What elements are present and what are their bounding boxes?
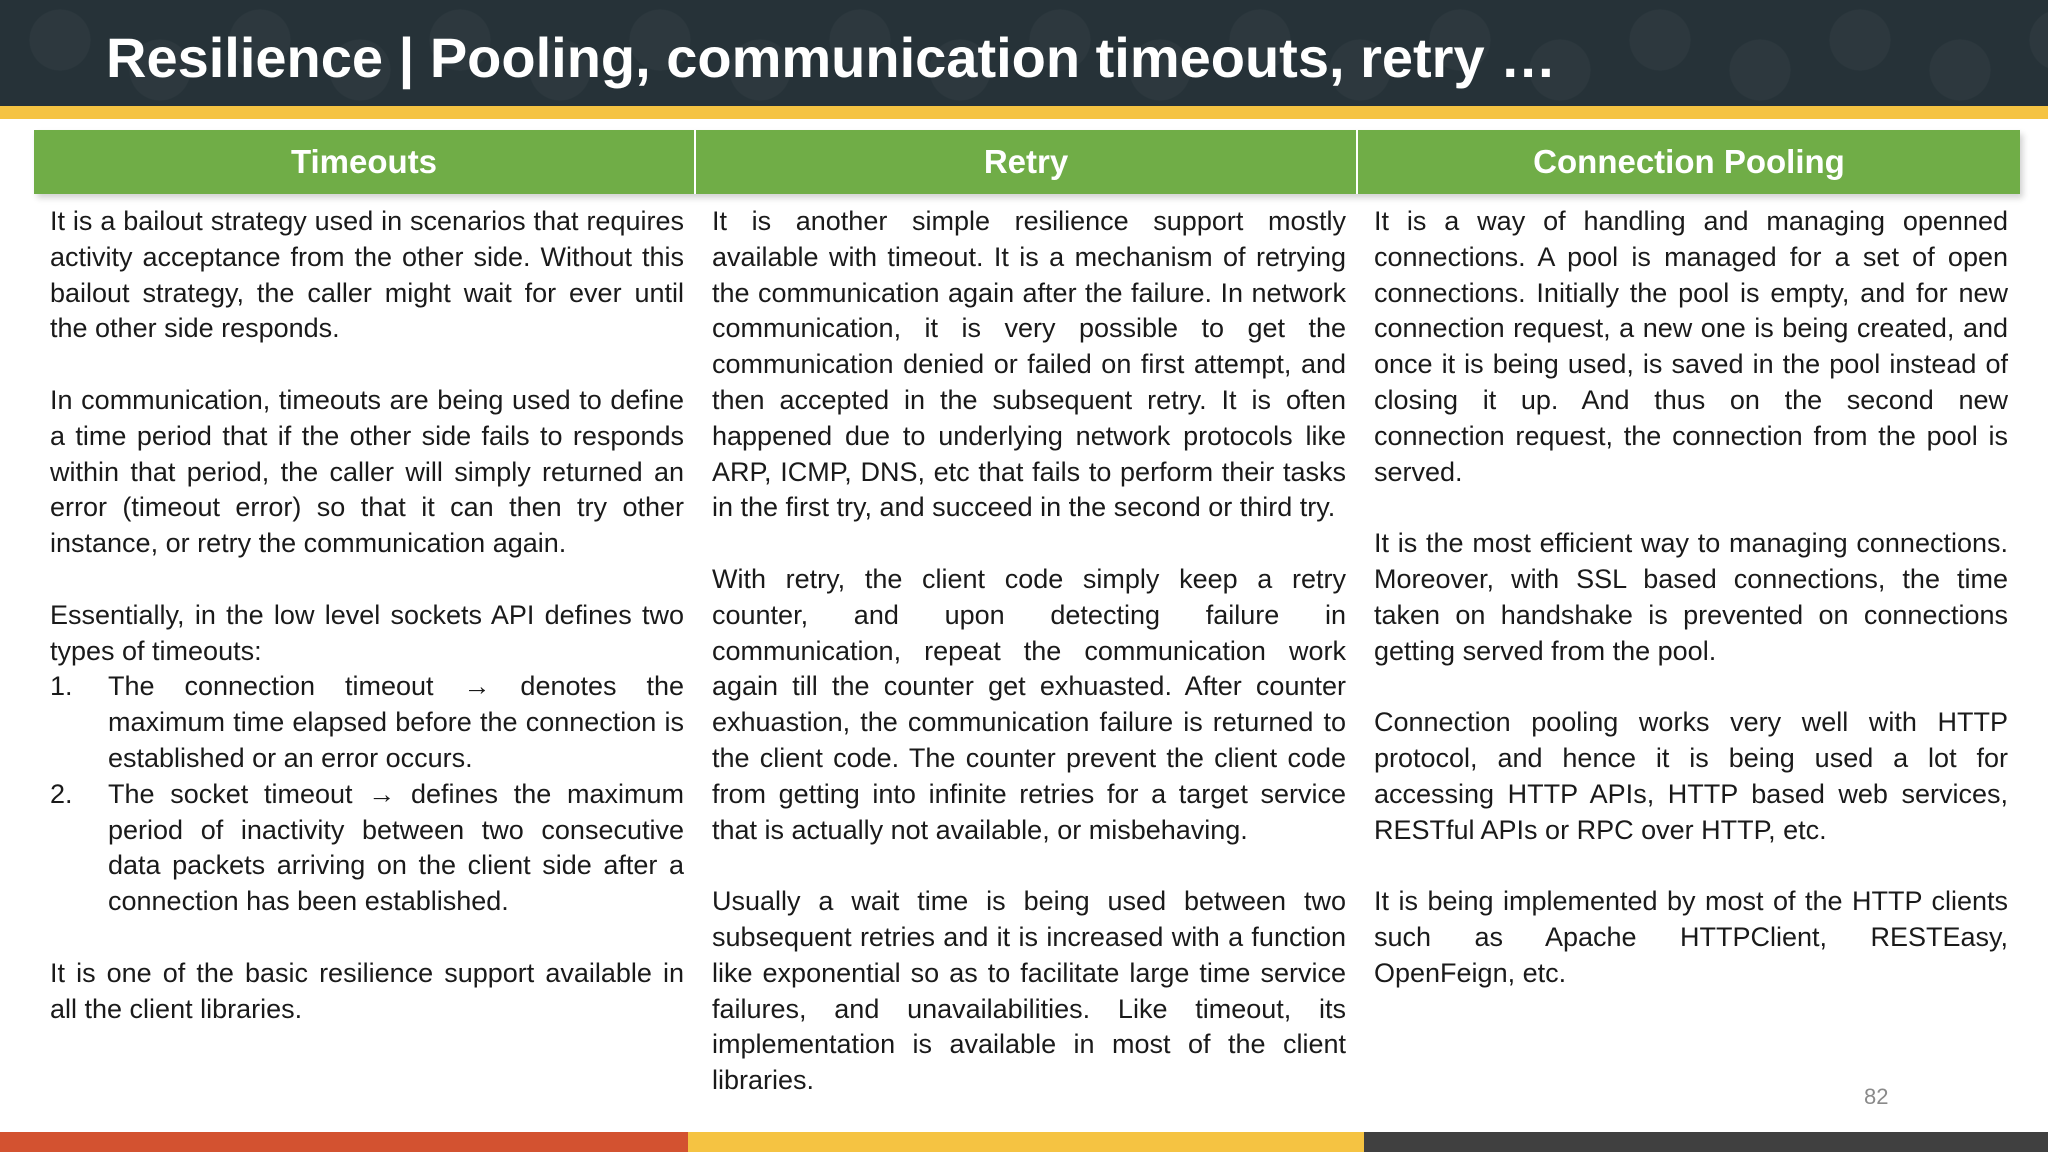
timeout-types-list (50, 669, 684, 920)
footer-color-bar (0, 1132, 2048, 1152)
column-heading-timeouts: Timeouts (34, 130, 696, 194)
list-item-number: 2. (50, 778, 73, 809)
pooling-paragraph: It is the most efficient way to managing connections. Moreover, with SSL based connections, the time taken on handshake is prevented on connections getting served from the pool. (1374, 528, 2008, 666)
pooling-paragraph: It is a way of handling and managing openned connections. A pool is managed for a set of open connections. Initially the pool is empty, and for new connection request, a new one is being created, and once it is being used, is saved in the pool instead of closing it up. And thus on the second new connection request, the connection from the pool is served. (1374, 206, 2008, 487)
timeouts-column (34, 204, 696, 1135)
slide-title: Resilience | Pooling, communication timeouts, retry … (106, 26, 1557, 89)
timeouts-paragraph: It is a bailout strategy used in scenarios that requires activity acceptance from the other side. Without this bailout strategy, the caller might wait for ever until the other side responds. (50, 206, 684, 344)
list-item-text: The connection timeout → denotes the maximum time elapsed before the connection is established or an error occurs. (108, 671, 684, 773)
timeouts-paragraph: Essentially, in the low level sockets API defines two types of timeouts: (50, 599, 684, 666)
list-item (50, 669, 684, 776)
list-item (50, 777, 684, 920)
column-heading-connection-pooling: Connection Pooling (1358, 130, 2020, 194)
title-bar (0, 0, 2048, 106)
comparison-table (34, 130, 2020, 1135)
pooling-paragraph: It is being implemented by most of the HTTP clients such as Apache HTTPClient, RESTEasy, OpenFeign, etc. (1374, 886, 2008, 988)
retry-paragraph: It is another simple resilience support mostly available with timeout. It is a mechanism of retrying the communication again after the failure. In network communication, it is very possible to get the communication denied or failed on first attempt, and then accepted in the subsequent retry. It is often happened due to underlying network protocols like ARP, ICMP, DNS, etc that fails to perform their tasks in the first try, and succeed in the second or third try. (712, 206, 1346, 523)
connection-pooling-column (1358, 204, 2020, 1135)
retry-column (696, 204, 1358, 1135)
column-heading-retry: Retry (696, 130, 1358, 194)
table-header-row (34, 130, 2020, 194)
title-accent-stripe (0, 106, 2048, 119)
pooling-paragraph: Connection pooling works very well with HTTP protocol, and hence it is being used a lot for accessing HTTP APIs, HTTP based web services, RESTful APIs or RPC over HTTP, etc. (1374, 707, 2008, 845)
list-item-text: The socket timeout → defines the maximum period of inactivity between two consecutive data packets arriving on the client side after a connection has been established. (108, 778, 684, 917)
timeouts-paragraph: It is one of the basic resilience support available in all the client libraries. (50, 957, 684, 1024)
page-number: 82 (1864, 1084, 1889, 1109)
footer-segment-red (0, 1132, 688, 1152)
timeouts-paragraph: In communication, timeouts are being used to define a time period that if the other side fails to responds within that period, the caller will simply returned an error (timeout error) so that it can then try other instance, or retry the communication again. (50, 384, 684, 559)
retry-paragraph: With retry, the client code simply keep a retry counter, and upon detecting failure in communication, repeat the communication work again till the counter get exhuasted. After counter exhuastion, the communication failure is returned to the client code. The counter prevent the client code from getting into infinite retries for a target service that is actually not available, or misbehaving. (712, 563, 1346, 845)
footer-segment-gray (1364, 1132, 2048, 1152)
table-body-row (34, 204, 2020, 1135)
retry-paragraph: Usually a wait time is being used between two subsequent retries and it is increased with a function like exponential so as to facilitate large time service failures, and unavailabilities. Like timeout, its implementation is available in most of the client libraries. (712, 886, 1346, 1096)
footer-segment-yellow (688, 1132, 1364, 1152)
list-item-number: 1. (50, 671, 73, 702)
